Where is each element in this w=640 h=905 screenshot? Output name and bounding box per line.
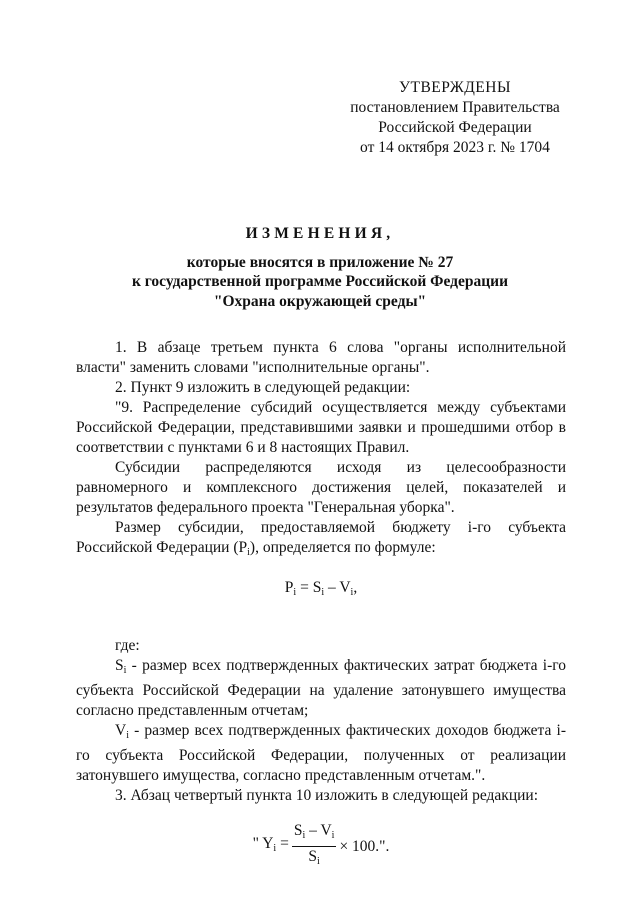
paragraph-5-after: ), определяется по формуле: [249, 539, 436, 556]
formula2-fraction [292, 822, 337, 871]
document-body [76, 338, 566, 871]
formula2-lead [253, 834, 289, 859]
formula-minus-v: – V [324, 579, 351, 596]
title-line-2: которые вносятся в приложение № 27 [186, 253, 454, 271]
numerator-v-sub: i [331, 830, 335, 841]
approval-line-3: от 14 октября 2023 г. № 1704 [360, 139, 550, 156]
where-label: где: [115, 637, 140, 654]
document-title [60, 224, 580, 311]
definition-s-symbol: S [115, 657, 124, 674]
numerator-minus-v: – V [305, 822, 332, 839]
numerator-s-sub: i [302, 830, 306, 841]
definition-s-sub: i [123, 665, 127, 676]
paragraph-5-sub: i [247, 547, 250, 558]
paragraph-5 [76, 518, 566, 563]
paragraph-4: Субсидии распределяются исходя из целесообразности равномерного и комплексного достижения целей, показателей и результатов федерального проекта "Генеральная уборка". [76, 459, 566, 516]
formula-eq-s: = S [296, 579, 322, 596]
definition-s [76, 656, 566, 721]
approval-block [330, 78, 580, 158]
formula2-y: " Y [252, 835, 274, 852]
title-line-4: "Охрана окружающей среды" [213, 292, 427, 310]
paragraph-3: "9. Распределение субсидий осуществляется между субъектами Российской Федерации, представившими заявки и прошедшими отбор в соответствии с пунктами 6 и 8 настоящих Правил. [76, 399, 566, 456]
formula-sub: i [350, 587, 354, 598]
fraction-denominator [308, 847, 319, 871]
definition-v-sub: i [126, 730, 129, 741]
formula-percentage [76, 822, 566, 871]
approval-line-2: Российской Федерации [378, 119, 532, 136]
paragraph-1: 1. В абзаце третьем пункта 6 слова "органы исполнительной власти" заменить словами "исполнительные органы". [76, 339, 566, 376]
formula-sub: i [321, 587, 325, 598]
formula2-y-sub: i [273, 843, 277, 854]
fraction-numerator [292, 822, 337, 847]
denominator-s-sub: i [317, 856, 320, 867]
title-line-3: к государственной программе Российской Федерации [131, 273, 509, 290]
formula2-tail: × 100.". [339, 837, 390, 855]
title-main: ИЗМЕНЕНИЯ, [245, 225, 395, 242]
approval-heading: УТВЕРЖДЕНЫ [399, 79, 511, 96]
paragraph-5-before: Размер субсидии, предоставляемой бюджету i-го субъекта Российской Федерации (P [76, 519, 566, 556]
numerator-s: S [293, 822, 303, 839]
denominator-s: S [308, 848, 318, 865]
paragraph-6: 3. Абзац четвертый пункта 10 изложить в следующей редакции: [115, 787, 539, 804]
definition-v [76, 721, 566, 786]
definition-s-text: - размер всех подтвержденных фактических затрат бюджета i-го субъекта Российской Федерации на удаление затонувшего имущества согласно представленным отчетам; [76, 657, 566, 719]
definition-v-symbol: V [115, 722, 127, 739]
formula-p: P [284, 579, 294, 596]
formula-sub: i [293, 587, 297, 598]
formula-subsidy [76, 563, 566, 618]
definition-v-text: - размер всех подтвержденных фактических доходов бюджета i-го субъекта Российской Федерации, полученных от реализации затонувшего имущества, согласно представленным отчетам.". [76, 722, 566, 784]
formula-end: , [353, 579, 358, 596]
formula2-eq: = [276, 835, 289, 852]
approval-line-1: постановлением Правительства [350, 99, 560, 116]
paragraph-2: 2. Пункт 9 изложить в следующей редакции: [115, 379, 411, 396]
